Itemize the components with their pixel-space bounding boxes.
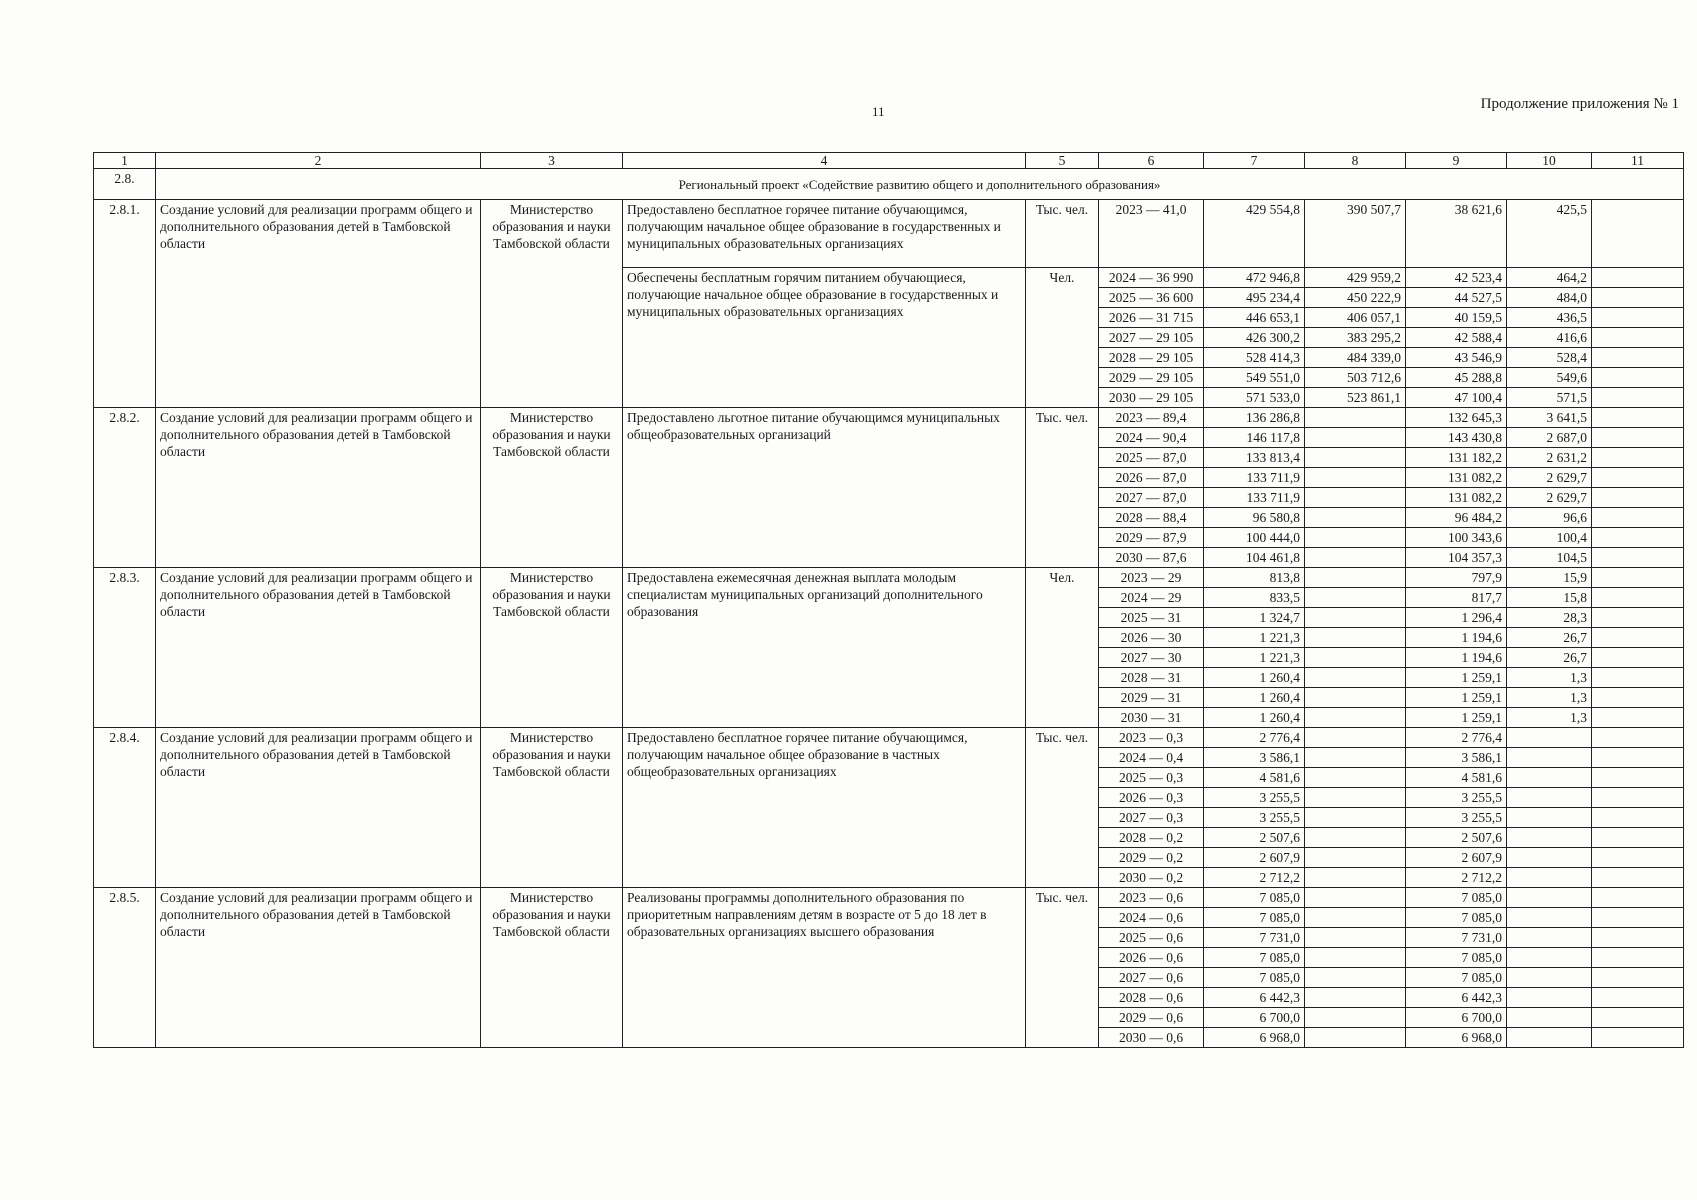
year-value: 2028 — 31 bbox=[1099, 668, 1204, 688]
amount-federal: 503 712,6 bbox=[1305, 368, 1406, 388]
amount-local bbox=[1507, 808, 1592, 828]
amount-local bbox=[1507, 1008, 1592, 1028]
empty-cell bbox=[1592, 808, 1684, 828]
year-value: 2027 — 87,0 bbox=[1099, 488, 1204, 508]
amount-regional: 42 588,4 bbox=[1406, 328, 1507, 348]
amount-regional: 817,7 bbox=[1406, 588, 1507, 608]
amount-regional: 96 484,2 bbox=[1406, 508, 1507, 528]
amount-regional: 132 645,3 bbox=[1406, 408, 1507, 428]
amount-federal: 383 295,2 bbox=[1305, 328, 1406, 348]
amount-total: 7 085,0 bbox=[1204, 888, 1305, 908]
amount-local: 2 629,7 bbox=[1507, 488, 1592, 508]
amount-federal: 390 507,7 bbox=[1305, 200, 1406, 268]
empty-cell bbox=[1592, 200, 1684, 268]
amount-total: 1 221,3 bbox=[1204, 648, 1305, 668]
amount-local: 1,3 bbox=[1507, 708, 1592, 728]
executor: Министерство образования и науки Тамбовской области bbox=[481, 200, 623, 408]
year-value: 2028 — 0,2 bbox=[1099, 828, 1204, 848]
amount-federal bbox=[1305, 1028, 1406, 1048]
amount-federal bbox=[1305, 688, 1406, 708]
year-value: 2027 — 30 bbox=[1099, 648, 1204, 668]
empty-cell bbox=[1592, 448, 1684, 468]
amount-total: 7 085,0 bbox=[1204, 968, 1305, 988]
year-value: 2025 — 31 bbox=[1099, 608, 1204, 628]
empty-cell bbox=[1592, 1008, 1684, 1028]
amount-regional: 131 182,2 bbox=[1406, 448, 1507, 468]
amount-federal bbox=[1305, 428, 1406, 448]
project-row bbox=[94, 169, 1684, 200]
amount-local: 15,8 bbox=[1507, 588, 1592, 608]
amount-regional: 6 700,0 bbox=[1406, 1008, 1507, 1028]
amount-regional: 38 621,6 bbox=[1406, 200, 1507, 268]
year-value: 2024 — 90,4 bbox=[1099, 428, 1204, 448]
program-table bbox=[93, 152, 1684, 1048]
amount-total: 6 968,0 bbox=[1204, 1028, 1305, 1048]
amount-local bbox=[1507, 828, 1592, 848]
amount-regional: 47 100,4 bbox=[1406, 388, 1507, 408]
amount-local bbox=[1507, 768, 1592, 788]
amount-total: 100 444,0 bbox=[1204, 528, 1305, 548]
amount-federal bbox=[1305, 808, 1406, 828]
amount-local: 571,5 bbox=[1507, 388, 1592, 408]
empty-cell bbox=[1592, 668, 1684, 688]
amount-local: 15,9 bbox=[1507, 568, 1592, 588]
amount-federal bbox=[1305, 848, 1406, 868]
amount-local bbox=[1507, 928, 1592, 948]
amount-federal bbox=[1305, 788, 1406, 808]
amount-regional: 6 442,3 bbox=[1406, 988, 1507, 1008]
result-description: Предоставлена ежемесячная денежная выплата молодым специалистам муниципальных организаций дополнительного образования bbox=[623, 568, 1026, 728]
amount-total: 2 712,2 bbox=[1204, 868, 1305, 888]
result-description: Обеспечены бесплатным горячим питанием обучающиеся, получающие начальное общее образование в государственных и муниципальных образовательных организациях bbox=[623, 268, 1026, 408]
year-value: 2026 — 0,3 bbox=[1099, 788, 1204, 808]
amount-regional: 4 581,6 bbox=[1406, 768, 1507, 788]
amount-regional: 6 968,0 bbox=[1406, 1028, 1507, 1048]
amount-total: 549 551,0 bbox=[1204, 368, 1305, 388]
column-number: 8 bbox=[1305, 153, 1406, 169]
executor: Министерство образования и науки Тамбовской области bbox=[481, 568, 623, 728]
empty-cell bbox=[1592, 828, 1684, 848]
amount-federal bbox=[1305, 448, 1406, 468]
column-number: 4 bbox=[623, 153, 1026, 169]
amount-federal bbox=[1305, 488, 1406, 508]
amount-local bbox=[1507, 848, 1592, 868]
year-value: 2023 — 29 bbox=[1099, 568, 1204, 588]
empty-cell bbox=[1592, 528, 1684, 548]
executor: Министерство образования и науки Тамбовской области bbox=[481, 408, 623, 568]
empty-cell bbox=[1592, 608, 1684, 628]
year-value: 2028 — 29 105 bbox=[1099, 348, 1204, 368]
year-value: 2028 — 0,6 bbox=[1099, 988, 1204, 1008]
amount-total: 1 260,4 bbox=[1204, 668, 1305, 688]
project-number: 2.8. bbox=[94, 169, 156, 200]
year-value: 2027 — 0,3 bbox=[1099, 808, 1204, 828]
column-number: 9 bbox=[1406, 153, 1507, 169]
amount-local: 1,3 bbox=[1507, 688, 1592, 708]
column-number: 2 bbox=[156, 153, 481, 169]
amount-federal: 406 057,1 bbox=[1305, 308, 1406, 328]
empty-cell bbox=[1592, 388, 1684, 408]
amount-federal: 429 959,2 bbox=[1305, 268, 1406, 288]
result-description: Предоставлено бесплатное горячее питание обучающимся, получающим начальное общее образование в частных общеобразовательных организациях bbox=[623, 728, 1026, 888]
empty-cell bbox=[1592, 888, 1684, 908]
task-name: Создание условий для реализации программ общего и дополнительного образования детей в Тамбовской области bbox=[156, 200, 481, 408]
unit-of-measure: Чел. bbox=[1026, 568, 1099, 728]
amount-total: 429 554,8 bbox=[1204, 200, 1305, 268]
amount-total: 136 286,8 bbox=[1204, 408, 1305, 428]
amount-total: 4 581,6 bbox=[1204, 768, 1305, 788]
amount-regional: 7 085,0 bbox=[1406, 888, 1507, 908]
year-value: 2027 — 29 105 bbox=[1099, 328, 1204, 348]
amount-regional: 42 523,4 bbox=[1406, 268, 1507, 288]
amount-total: 7 731,0 bbox=[1204, 928, 1305, 948]
amount-regional: 7 085,0 bbox=[1406, 908, 1507, 928]
amount-federal bbox=[1305, 628, 1406, 648]
amount-local bbox=[1507, 908, 1592, 928]
section-number: 2.8.5. bbox=[94, 888, 156, 1048]
amount-local bbox=[1507, 888, 1592, 908]
table-row bbox=[94, 888, 1684, 908]
empty-cell bbox=[1592, 408, 1684, 428]
amount-total: 1 221,3 bbox=[1204, 628, 1305, 648]
amount-total: 3 255,5 bbox=[1204, 788, 1305, 808]
appendix-continuation-note: Продолжение приложения № 1 bbox=[1480, 96, 1679, 112]
amount-total: 2 507,6 bbox=[1204, 828, 1305, 848]
amount-federal bbox=[1305, 568, 1406, 588]
empty-cell bbox=[1592, 988, 1684, 1008]
amount-local bbox=[1507, 728, 1592, 748]
amount-regional: 131 082,2 bbox=[1406, 488, 1507, 508]
amount-local: 2 631,2 bbox=[1507, 448, 1592, 468]
task-name: Создание условий для реализации программ общего и дополнительного образования детей в Тамбовской области bbox=[156, 568, 481, 728]
amount-federal bbox=[1305, 528, 1406, 548]
amount-local: 436,5 bbox=[1507, 308, 1592, 328]
year-value: 2027 — 0,6 bbox=[1099, 968, 1204, 988]
amount-total: 133 711,9 bbox=[1204, 488, 1305, 508]
empty-cell bbox=[1592, 368, 1684, 388]
amount-federal bbox=[1305, 548, 1406, 568]
empty-cell bbox=[1592, 928, 1684, 948]
section-number: 2.8.4. bbox=[94, 728, 156, 888]
year-value: 2030 — 0,6 bbox=[1099, 1028, 1204, 1048]
year-value: 2025 — 36 600 bbox=[1099, 288, 1204, 308]
amount-local: 2 687,0 bbox=[1507, 428, 1592, 448]
amount-local: 484,0 bbox=[1507, 288, 1592, 308]
amount-total: 6 442,3 bbox=[1204, 988, 1305, 1008]
amount-federal bbox=[1305, 908, 1406, 928]
year-value: 2029 — 29 105 bbox=[1099, 368, 1204, 388]
amount-total: 813,8 bbox=[1204, 568, 1305, 588]
amount-total: 104 461,8 bbox=[1204, 548, 1305, 568]
empty-cell bbox=[1592, 1028, 1684, 1048]
amount-regional: 3 255,5 bbox=[1406, 788, 1507, 808]
amount-regional: 1 296,4 bbox=[1406, 608, 1507, 628]
year-value: 2023 — 41,0 bbox=[1099, 200, 1204, 268]
amount-total: 7 085,0 bbox=[1204, 908, 1305, 928]
empty-cell bbox=[1592, 308, 1684, 328]
column-number: 7 bbox=[1204, 153, 1305, 169]
empty-cell bbox=[1592, 328, 1684, 348]
empty-cell bbox=[1592, 708, 1684, 728]
table-row bbox=[94, 408, 1684, 428]
amount-local bbox=[1507, 1028, 1592, 1048]
empty-cell bbox=[1592, 868, 1684, 888]
result-description: Предоставлено бесплатное горячее питание обучающимся, получающим начальное общее образование в государственных и муниципальных образовательных организациях bbox=[623, 200, 1026, 268]
amount-federal: 523 861,1 bbox=[1305, 388, 1406, 408]
year-value: 2025 — 87,0 bbox=[1099, 448, 1204, 468]
amount-regional: 131 082,2 bbox=[1406, 468, 1507, 488]
amount-federal bbox=[1305, 408, 1406, 428]
amount-local: 100,4 bbox=[1507, 528, 1592, 548]
year-value: 2024 — 29 bbox=[1099, 588, 1204, 608]
amount-total: 426 300,2 bbox=[1204, 328, 1305, 348]
amount-total: 2 607,9 bbox=[1204, 848, 1305, 868]
year-value: 2029 — 31 bbox=[1099, 688, 1204, 708]
table-body bbox=[94, 153, 1684, 1048]
amount-federal bbox=[1305, 468, 1406, 488]
empty-cell bbox=[1592, 768, 1684, 788]
year-value: 2023 — 89,4 bbox=[1099, 408, 1204, 428]
amount-federal bbox=[1305, 508, 1406, 528]
amount-regional: 44 527,5 bbox=[1406, 288, 1507, 308]
project-title: Региональный проект «Содействие развитию общего и дополнительного образования» bbox=[156, 169, 1684, 200]
year-value: 2030 — 29 105 bbox=[1099, 388, 1204, 408]
column-number: 5 bbox=[1026, 153, 1099, 169]
amount-regional: 7 085,0 bbox=[1406, 948, 1507, 968]
empty-cell bbox=[1592, 488, 1684, 508]
empty-cell bbox=[1592, 648, 1684, 668]
amount-local: 96,6 bbox=[1507, 508, 1592, 528]
task-name: Создание условий для реализации программ общего и дополнительного образования детей в Тамбовской области bbox=[156, 408, 481, 568]
amount-federal bbox=[1305, 928, 1406, 948]
amount-local: 425,5 bbox=[1507, 200, 1592, 268]
amount-federal bbox=[1305, 708, 1406, 728]
amount-total: 133 711,9 bbox=[1204, 468, 1305, 488]
amount-total: 528 414,3 bbox=[1204, 348, 1305, 368]
amount-local: 104,5 bbox=[1507, 548, 1592, 568]
amount-total: 833,5 bbox=[1204, 588, 1305, 608]
unit-of-measure: Тыс. чел. bbox=[1026, 888, 1099, 1048]
amount-regional: 143 430,8 bbox=[1406, 428, 1507, 448]
amount-local: 464,2 bbox=[1507, 268, 1592, 288]
amount-regional: 2 507,6 bbox=[1406, 828, 1507, 848]
empty-cell bbox=[1592, 568, 1684, 588]
year-value: 2026 — 0,6 bbox=[1099, 948, 1204, 968]
year-value: 2023 — 0,3 bbox=[1099, 728, 1204, 748]
column-number: 11 bbox=[1592, 153, 1684, 169]
year-value: 2029 — 0,6 bbox=[1099, 1008, 1204, 1028]
year-value: 2024 — 36 990 bbox=[1099, 268, 1204, 288]
empty-cell bbox=[1592, 588, 1684, 608]
amount-total: 7 085,0 bbox=[1204, 948, 1305, 968]
amount-federal bbox=[1305, 968, 1406, 988]
empty-cell bbox=[1592, 468, 1684, 488]
amount-total: 1 260,4 bbox=[1204, 688, 1305, 708]
empty-cell bbox=[1592, 908, 1684, 928]
year-value: 2024 — 0,4 bbox=[1099, 748, 1204, 768]
amount-regional: 3 255,5 bbox=[1406, 808, 1507, 828]
amount-regional: 7 085,0 bbox=[1406, 968, 1507, 988]
amount-local: 416,6 bbox=[1507, 328, 1592, 348]
year-value: 2029 — 0,2 bbox=[1099, 848, 1204, 868]
amount-total: 571 533,0 bbox=[1204, 388, 1305, 408]
unit-of-measure: Тыс. чел. bbox=[1026, 408, 1099, 568]
empty-cell bbox=[1592, 628, 1684, 648]
year-value: 2023 — 0,6 bbox=[1099, 888, 1204, 908]
year-value: 2026 — 87,0 bbox=[1099, 468, 1204, 488]
amount-total: 146 117,8 bbox=[1204, 428, 1305, 448]
amount-local: 26,7 bbox=[1507, 648, 1592, 668]
task-name: Создание условий для реализации программ общего и дополнительного образования детей в Тамбовской области bbox=[156, 728, 481, 888]
amount-total: 2 776,4 bbox=[1204, 728, 1305, 748]
amount-federal bbox=[1305, 828, 1406, 848]
amount-local: 3 641,5 bbox=[1507, 408, 1592, 428]
year-value: 2028 — 88,4 bbox=[1099, 508, 1204, 528]
result-description: Реализованы программы дополнительного образования по приоритетным направлениям детям в возрасте от 5 до 18 лет в образовательных организациях высшего образования bbox=[623, 888, 1026, 1048]
unit-of-measure: Тыс. чел. bbox=[1026, 200, 1099, 268]
amount-regional: 1 194,6 bbox=[1406, 628, 1507, 648]
amount-local: 549,6 bbox=[1507, 368, 1592, 388]
amount-federal bbox=[1305, 868, 1406, 888]
empty-cell bbox=[1592, 428, 1684, 448]
empty-cell bbox=[1592, 548, 1684, 568]
amount-total: 1 324,7 bbox=[1204, 608, 1305, 628]
amount-regional: 2 776,4 bbox=[1406, 728, 1507, 748]
amount-local: 2 629,7 bbox=[1507, 468, 1592, 488]
amount-local: 28,3 bbox=[1507, 608, 1592, 628]
section-number: 2.8.2. bbox=[94, 408, 156, 568]
executor: Министерство образования и науки Тамбовской области bbox=[481, 728, 623, 888]
amount-federal: 450 222,9 bbox=[1305, 288, 1406, 308]
amount-total: 472 946,8 bbox=[1204, 268, 1305, 288]
amount-local bbox=[1507, 868, 1592, 888]
amount-regional: 7 731,0 bbox=[1406, 928, 1507, 948]
empty-cell bbox=[1592, 268, 1684, 288]
amount-total: 1 260,4 bbox=[1204, 708, 1305, 728]
empty-cell bbox=[1592, 788, 1684, 808]
amount-federal bbox=[1305, 668, 1406, 688]
year-value: 2025 — 0,3 bbox=[1099, 768, 1204, 788]
table-row bbox=[94, 568, 1684, 588]
amount-local bbox=[1507, 968, 1592, 988]
empty-cell bbox=[1592, 288, 1684, 308]
year-value: 2025 — 0,6 bbox=[1099, 928, 1204, 948]
amount-federal bbox=[1305, 888, 1406, 908]
amount-regional: 1 194,6 bbox=[1406, 648, 1507, 668]
amount-regional: 40 159,5 bbox=[1406, 308, 1507, 328]
amount-local: 1,3 bbox=[1507, 668, 1592, 688]
amount-federal bbox=[1305, 648, 1406, 668]
amount-regional: 2 607,9 bbox=[1406, 848, 1507, 868]
empty-cell bbox=[1592, 728, 1684, 748]
column-number-row bbox=[94, 153, 1684, 169]
empty-cell bbox=[1592, 348, 1684, 368]
task-name: Создание условий для реализации программ общего и дополнительного образования детей в Тамбовской области bbox=[156, 888, 481, 1048]
empty-cell bbox=[1592, 688, 1684, 708]
year-value: 2026 — 30 bbox=[1099, 628, 1204, 648]
amount-regional: 2 712,2 bbox=[1406, 868, 1507, 888]
amount-total: 495 234,4 bbox=[1204, 288, 1305, 308]
amount-local bbox=[1507, 748, 1592, 768]
column-number: 1 bbox=[94, 153, 156, 169]
column-number: 10 bbox=[1507, 153, 1592, 169]
executor: Министерство образования и науки Тамбовской области bbox=[481, 888, 623, 1048]
amount-regional: 797,9 bbox=[1406, 568, 1507, 588]
empty-cell bbox=[1592, 848, 1684, 868]
column-number: 3 bbox=[481, 153, 623, 169]
amount-total: 96 580,8 bbox=[1204, 508, 1305, 528]
amount-total: 6 700,0 bbox=[1204, 1008, 1305, 1028]
amount-total: 446 653,1 bbox=[1204, 308, 1305, 328]
amount-local: 528,4 bbox=[1507, 348, 1592, 368]
table-row bbox=[94, 200, 1684, 268]
unit-of-measure: Чел. bbox=[1026, 268, 1099, 408]
year-value: 2030 — 31 bbox=[1099, 708, 1204, 728]
amount-federal bbox=[1305, 588, 1406, 608]
amount-federal bbox=[1305, 768, 1406, 788]
year-value: 2024 — 0,6 bbox=[1099, 908, 1204, 928]
year-value: 2026 — 31 715 bbox=[1099, 308, 1204, 328]
amount-federal bbox=[1305, 1008, 1406, 1028]
amount-total: 3 255,5 bbox=[1204, 808, 1305, 828]
amount-local bbox=[1507, 988, 1592, 1008]
year-value: 2030 — 87,6 bbox=[1099, 548, 1204, 568]
amount-total: 3 586,1 bbox=[1204, 748, 1305, 768]
amount-regional: 104 357,3 bbox=[1406, 548, 1507, 568]
amount-regional: 43 546,9 bbox=[1406, 348, 1507, 368]
amount-federal bbox=[1305, 728, 1406, 748]
empty-cell bbox=[1592, 748, 1684, 768]
amount-regional: 100 343,6 bbox=[1406, 528, 1507, 548]
column-number: 6 bbox=[1099, 153, 1204, 169]
amount-regional: 45 288,8 bbox=[1406, 368, 1507, 388]
amount-regional: 1 259,1 bbox=[1406, 708, 1507, 728]
amount-total: 133 813,4 bbox=[1204, 448, 1305, 468]
amount-federal bbox=[1305, 748, 1406, 768]
amount-regional: 1 259,1 bbox=[1406, 668, 1507, 688]
empty-cell bbox=[1592, 948, 1684, 968]
amount-regional: 1 259,1 bbox=[1406, 688, 1507, 708]
year-value: 2030 — 0,2 bbox=[1099, 868, 1204, 888]
amount-federal bbox=[1305, 608, 1406, 628]
amount-local bbox=[1507, 788, 1592, 808]
result-description: Предоставлено льготное питание обучающимся муниципальных общеобразовательных организаций bbox=[623, 408, 1026, 568]
section-number: 2.8.3. bbox=[94, 568, 156, 728]
page-number: 11 bbox=[872, 104, 885, 119]
amount-regional: 3 586,1 bbox=[1406, 748, 1507, 768]
year-value: 2029 — 87,9 bbox=[1099, 528, 1204, 548]
amount-federal bbox=[1305, 948, 1406, 968]
table-row bbox=[94, 728, 1684, 748]
amount-federal: 484 339,0 bbox=[1305, 348, 1406, 368]
empty-cell bbox=[1592, 508, 1684, 528]
amount-local bbox=[1507, 948, 1592, 968]
amount-federal bbox=[1305, 988, 1406, 1008]
unit-of-measure: Тыс. чел. bbox=[1026, 728, 1099, 888]
section-number: 2.8.1. bbox=[94, 200, 156, 408]
empty-cell bbox=[1592, 968, 1684, 988]
amount-local: 26,7 bbox=[1507, 628, 1592, 648]
